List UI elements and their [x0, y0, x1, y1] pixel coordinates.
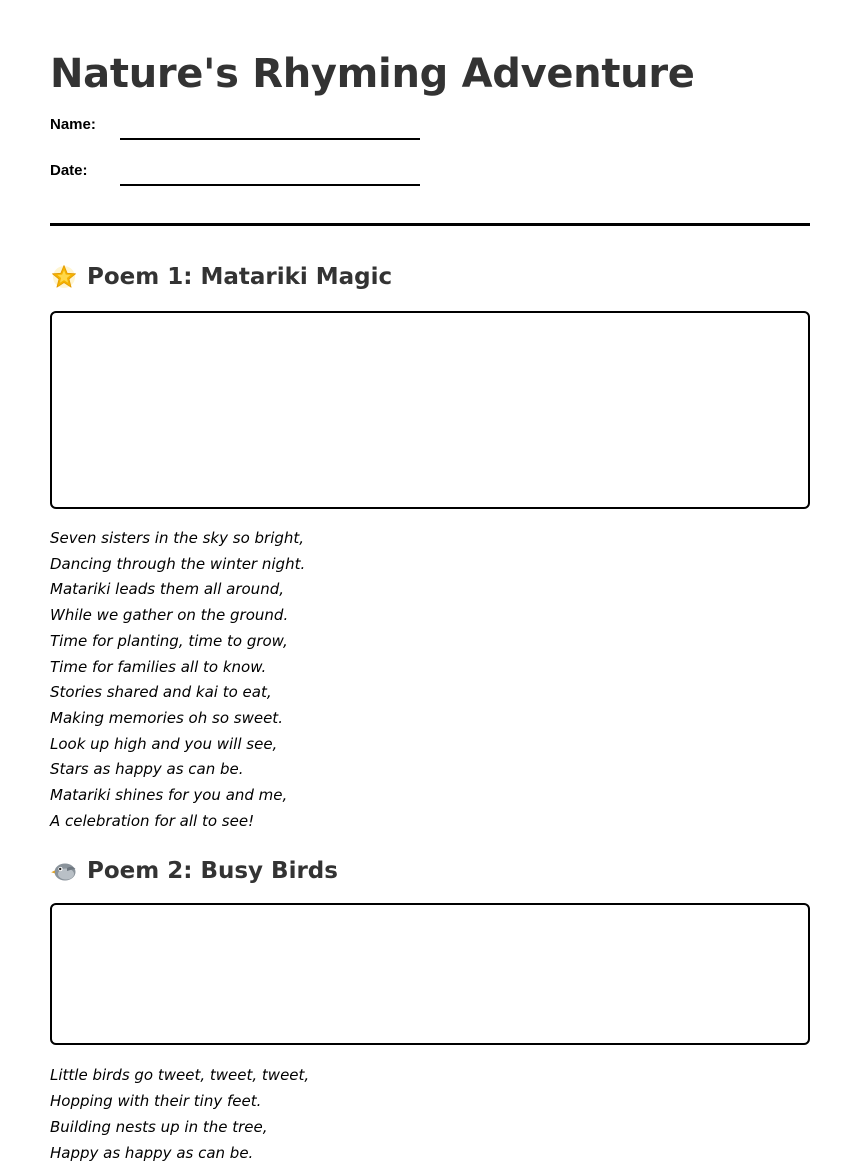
- date-label: Date:: [50, 162, 88, 179]
- star-icon: [50, 263, 78, 291]
- poem-line: Matariki shines for you and me,: [50, 786, 288, 805]
- poem-line: Matariki leads them all around,: [50, 580, 284, 599]
- poem-2-drawing-box[interactable]: [50, 903, 810, 1045]
- name-label: Name:: [50, 116, 96, 133]
- poem-line: Look up high and you will see,: [50, 734, 278, 753]
- poem-1-drawing-box[interactable]: [50, 311, 810, 509]
- poem-1-heading: [50, 262, 810, 292]
- poem-line: Hopping with their tiny feet.: [50, 1092, 262, 1111]
- poem-line: Little birds go tweet, tweet, tweet,: [50, 1066, 310, 1085]
- date-field[interactable]: [50, 162, 810, 186]
- worksheet-title: Nature's Rhyming Adventure: [50, 51, 695, 97]
- poem-line: Stories shared and kai to eat,: [50, 683, 272, 702]
- poem-1-text: [50, 526, 810, 834]
- poem-line: Stars as happy as can be.: [50, 760, 244, 779]
- poem-line: Making memories oh so sweet.: [50, 708, 283, 727]
- poem-line: Time for planting, time to grow,: [50, 631, 288, 650]
- poem-2-heading: [50, 856, 810, 886]
- date-line[interactable]: [120, 184, 420, 186]
- poem-line: Happy as happy as can be.: [50, 1143, 254, 1161]
- poem-1-title: Poem 1: Matariki Magic: [87, 264, 393, 290]
- poem-line: While we gather on the ground.: [50, 606, 289, 625]
- poem-line: Dancing through the winter night.: [50, 554, 306, 573]
- poem-2-text: [50, 1063, 810, 1161]
- poem-line: A celebration for all to see!: [50, 811, 255, 830]
- section-divider: [50, 223, 810, 226]
- poem-2-title: Poem 2: Busy Birds: [87, 858, 338, 885]
- poem-line: Seven sisters in the sky so bright,: [50, 529, 305, 547]
- poem-line: Building nests up in the tree,: [50, 1117, 268, 1136]
- name-field[interactable]: [50, 116, 810, 140]
- poem-line: Time for families all to know.: [50, 657, 267, 676]
- name-line[interactable]: [120, 138, 420, 140]
- bird-icon: [50, 857, 78, 885]
